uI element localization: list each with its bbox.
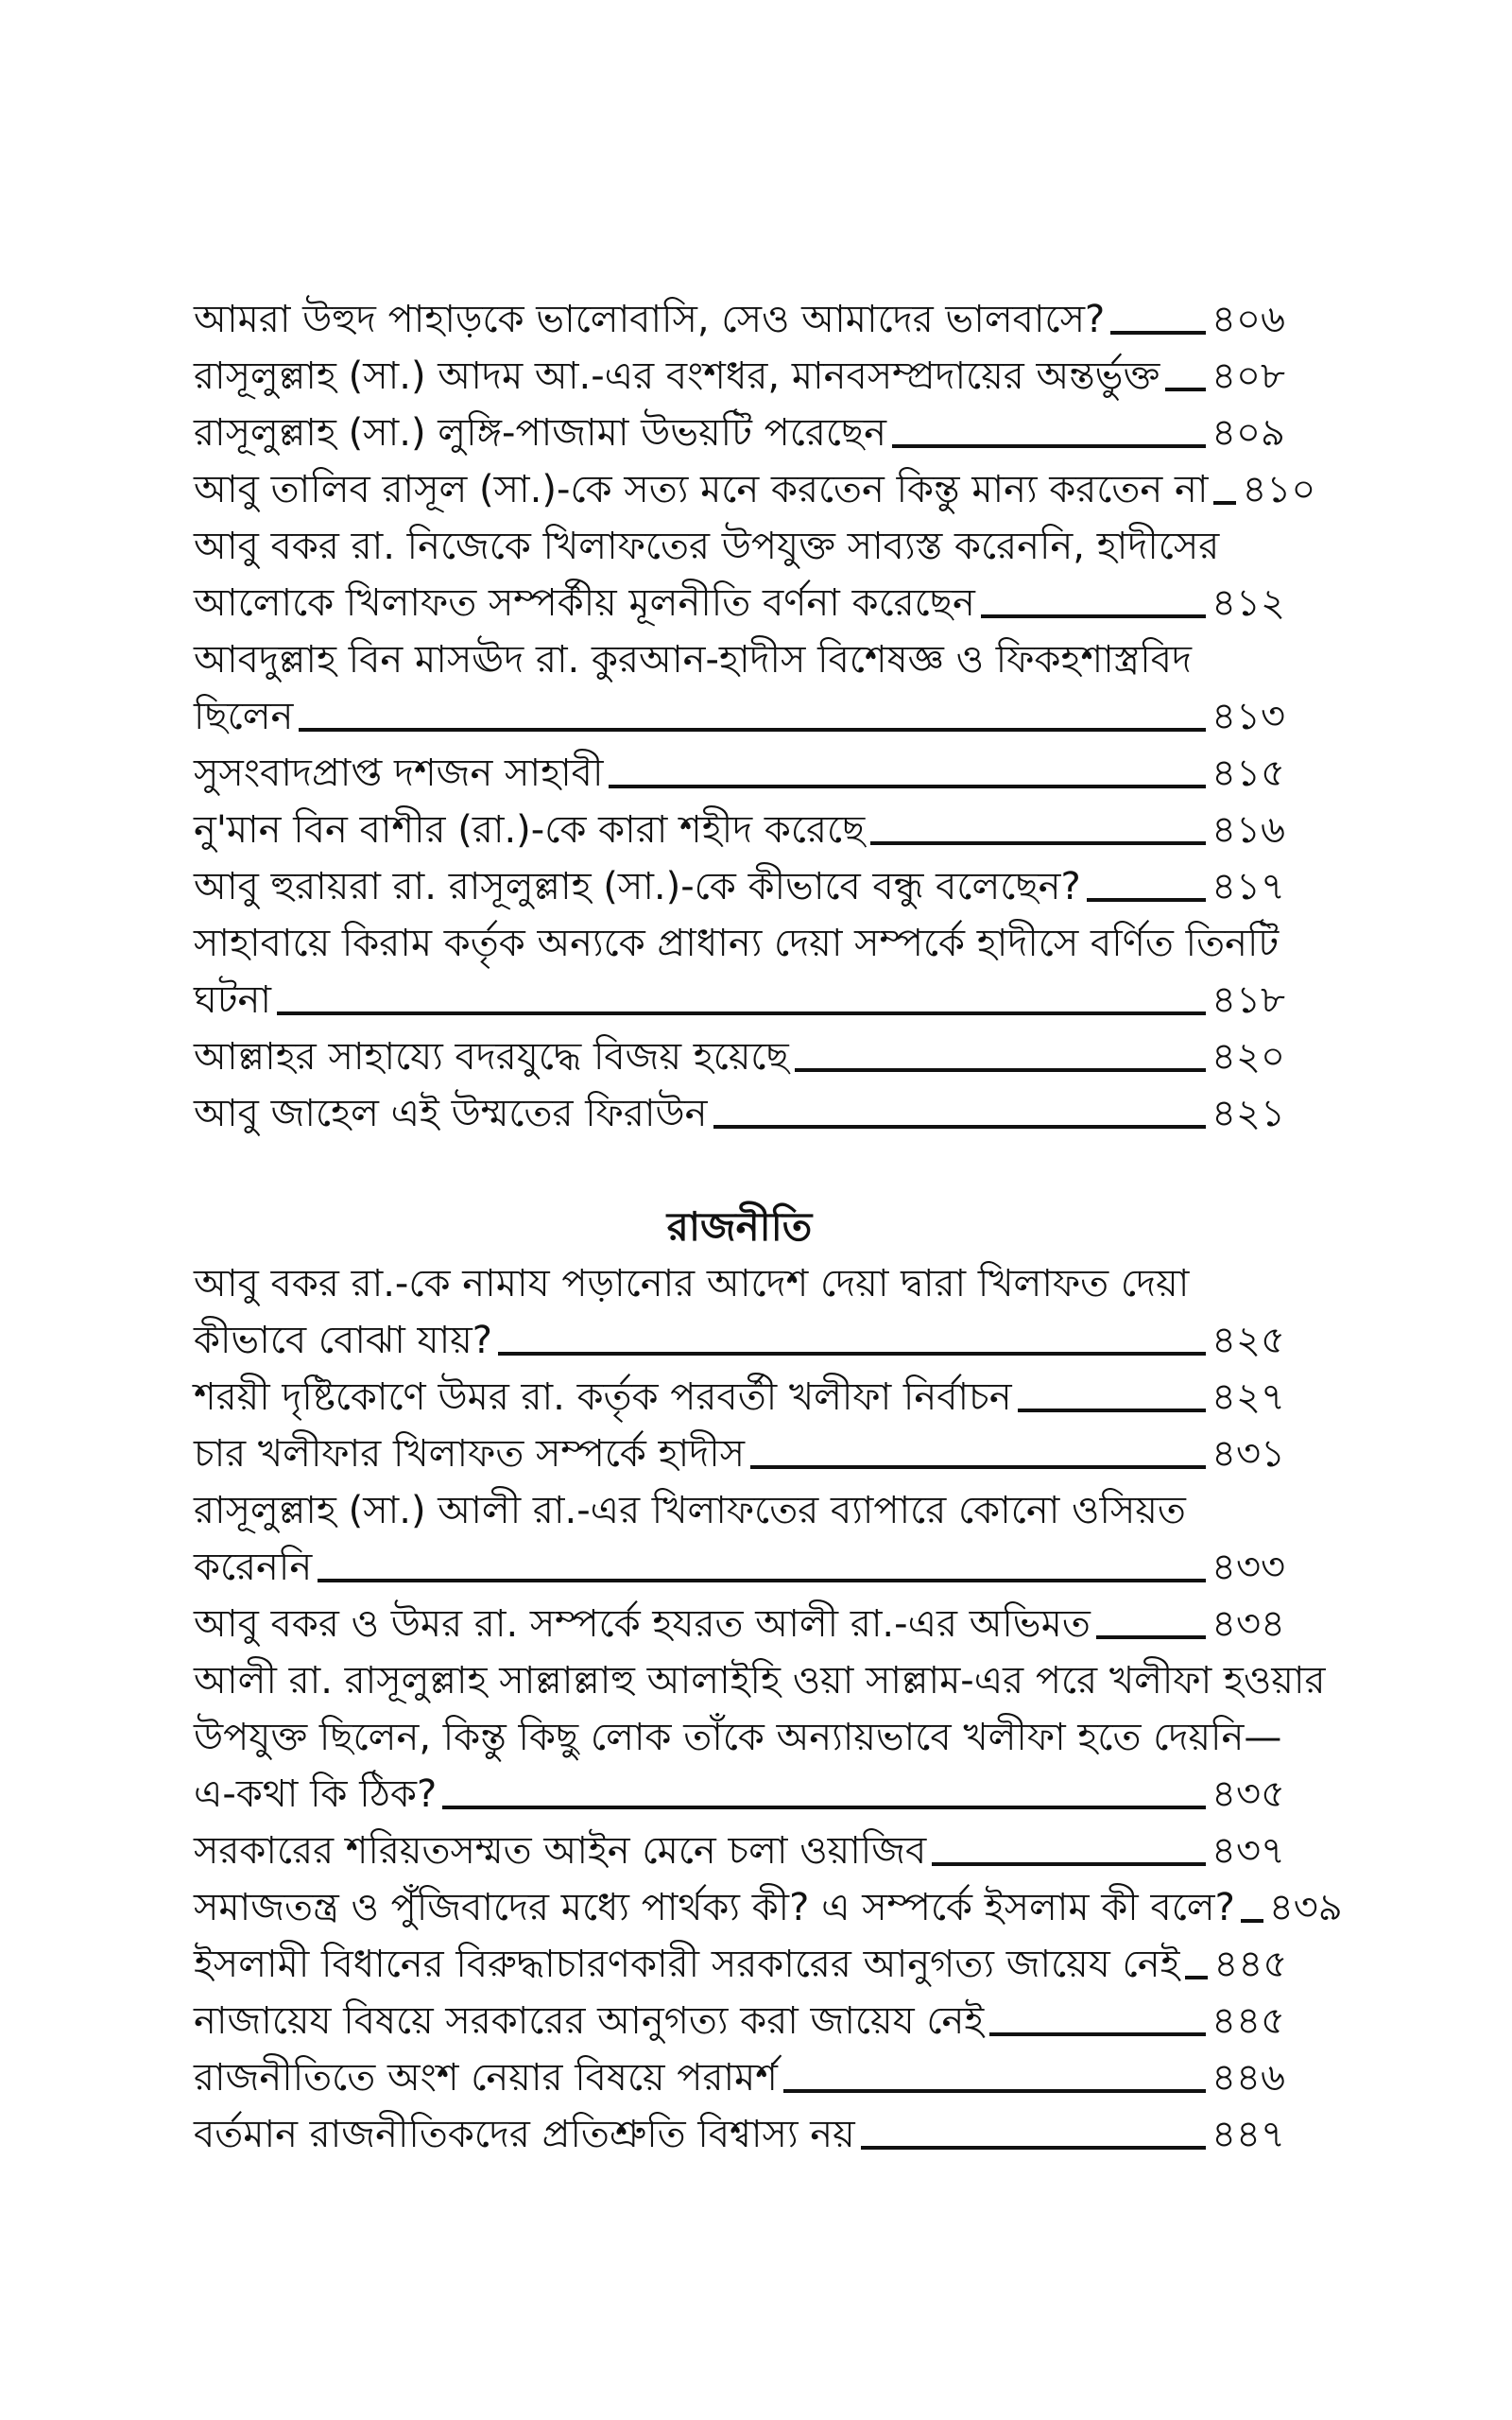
leader-line xyxy=(1087,898,1206,902)
toc-entry-last-line xyxy=(194,1993,1285,2049)
toc-entry-title: আল্লাহর সাহায্যে বদরযুদ্ধে বিজয় হয়েছে xyxy=(194,1035,789,1079)
toc-entry-last-line xyxy=(194,1823,1285,1879)
toc-entry-title: আলোকে খিলাফত সম্পর্কীয় মূলনীতি বর্ণনা করেছেন xyxy=(194,581,975,625)
leader-line xyxy=(318,1579,1206,1582)
toc-entry-title: আবু হুরায়রা রা. রাসূলুল্লাহ (সা.)-কে কীভাবে বন্ধু বলেছেন? xyxy=(194,865,1081,908)
leader-line xyxy=(750,1465,1206,1469)
toc-entry xyxy=(194,518,1285,631)
toc-entry-title: সরকারের শরিয়তসম্মত আইন মেনে চলা ওয়াজিব xyxy=(194,1829,927,1873)
toc-entry xyxy=(194,348,1285,405)
leader-line xyxy=(989,2032,1206,2036)
leader-line xyxy=(1096,1635,1206,1639)
leader-line xyxy=(277,1011,1206,1015)
leader-line xyxy=(609,785,1206,788)
toc-entry xyxy=(194,461,1316,518)
toc-entry xyxy=(194,1482,1285,1596)
toc-entry-title: আবু তালিব রাসূল (সা.)-কে সত্য মনে করতেন কিন্তু মান্য করতেন না xyxy=(194,468,1209,511)
toc-entry xyxy=(194,1028,1285,1085)
page-number: ৪২০ xyxy=(1211,1035,1285,1079)
toc-entry xyxy=(194,2049,1285,2106)
leader-line xyxy=(442,1806,1206,1809)
page-number: ৪১৭ xyxy=(1211,865,1285,908)
leader-line xyxy=(861,2146,1206,2150)
toc-entry-text-line: আবদুল্লাহ বিন মাসঊদ রা. কুরআন-হাদীস বিশেষজ্ঞ ও ফিকহশাস্ত্রবিদ xyxy=(194,638,1192,682)
toc-entry-last-line xyxy=(194,291,1285,348)
toc-entry xyxy=(194,802,1285,858)
page-number: ৪৪৭ xyxy=(1211,2113,1285,2156)
page-number: ৪১৫ xyxy=(1211,752,1285,795)
toc-entry-text-line: আবু বকর রা. নিজেকে খিলাফতের উপযুক্ত সাব্যস্ত করেননি, হাদীসের xyxy=(194,525,1220,568)
toc-entry-title: রাসূলুল্লাহ (সা.) আদম আ.-এর বংশধর, মানবসম্প্রদায়ের অন্তর্ভুক্ত xyxy=(194,354,1160,398)
toc-entry-title: রাসূলুল্লাহ (সা.) লুঙ্গি-পাজামা উভয়টি পরেছেন xyxy=(194,411,887,455)
leader-line xyxy=(981,614,1206,618)
toc-entry xyxy=(194,745,1285,802)
page-number: ৪১৩ xyxy=(1211,695,1285,738)
toc-entry xyxy=(194,2106,1285,2163)
toc-entry xyxy=(194,1879,1343,1936)
toc-entry-title: এ-কথা কি ঠিক? xyxy=(194,1772,438,1816)
toc-entry-last-line xyxy=(194,745,1285,802)
page-number: ৪৩১ xyxy=(1211,1432,1285,1476)
toc-entry-last-line xyxy=(194,461,1316,518)
leader-line xyxy=(1241,1919,1263,1923)
leader-line xyxy=(1213,501,1236,505)
toc-entry-last-line xyxy=(194,1879,1343,1936)
toc-entry-last-line xyxy=(194,1426,1285,1482)
page-number: ৪১৬ xyxy=(1211,808,1285,852)
page-number: ৪৪৫ xyxy=(1213,1943,1288,1986)
toc-section-politics xyxy=(194,1255,1343,2163)
leader-line xyxy=(1018,1409,1206,1412)
page-number: ৪০৯ xyxy=(1211,411,1285,455)
toc-entry xyxy=(194,858,1285,915)
toc-entry-title: শরয়ী দৃষ্টিকোণে উমর রা. কর্তৃক পরবর্তী খলীফা নির্বাচন xyxy=(194,1375,1012,1419)
toc-entry-title: ইসলামী বিধানের বিরুদ্ধাচারণকারী সরকারের আনুগত্য জায়েয নেই xyxy=(194,1943,1180,1986)
page-number: ৪১০ xyxy=(1242,468,1316,511)
toc-entry-last-line xyxy=(194,2106,1285,2163)
section-title-politics: রাজনীতি xyxy=(666,1203,813,1250)
page-number: ৪৩৯ xyxy=(1268,1886,1343,1929)
toc-entry-last-line xyxy=(194,1596,1285,1652)
toc-entry-last-line xyxy=(194,1936,1288,1993)
toc-entry-last-line xyxy=(194,1369,1285,1426)
toc-entry-last-line xyxy=(194,972,1285,1028)
page-number: ৪২৫ xyxy=(1211,1319,1285,1362)
toc-entry-text-line: রাসূলুল্লাহ (সা.) আলী রা.-এর খিলাফতের ব্যাপারে কোনো ওসিয়ত xyxy=(194,1489,1186,1532)
toc-entry xyxy=(194,1426,1285,1482)
toc-entry xyxy=(194,1993,1285,2049)
toc-entry xyxy=(194,291,1285,348)
toc-entry-last-line xyxy=(194,688,1285,745)
leader-line xyxy=(1165,388,1206,391)
toc-entry-last-line xyxy=(194,802,1285,858)
toc-page xyxy=(194,291,1343,2163)
page-number: ৪৪৫ xyxy=(1211,1999,1285,2043)
toc-entry-title: চার খলীফার খিলাফত সম্পর্কে হাদীস xyxy=(194,1432,746,1476)
toc-entry-last-line xyxy=(194,575,1285,631)
page-number: ৪৩৩ xyxy=(1211,1546,1285,1589)
toc-entry xyxy=(194,1369,1285,1426)
toc-entry xyxy=(194,1823,1285,1879)
toc-entry-title: করেননি xyxy=(194,1546,313,1589)
toc-entry xyxy=(194,1596,1285,1652)
leader-line xyxy=(932,1862,1206,1866)
toc-entry-last-line xyxy=(194,858,1285,915)
toc-entry xyxy=(194,405,1285,461)
toc-entry-title: রাজনীতিতে অংশ নেয়ার বিষয়ে পরামর্শ xyxy=(194,2056,778,2100)
leader-line xyxy=(870,841,1206,845)
toc-section-general xyxy=(194,291,1316,1142)
toc-entry-text-line: উপযুক্ত ছিলেন, কিন্তু কিছু লোক তাঁকে অন্যায়ভাবে খলীফা হতে দেয়নি— xyxy=(194,1716,1282,1759)
page-number: ৪৩৭ xyxy=(1211,1829,1285,1873)
toc-entry xyxy=(194,1255,1285,1369)
toc-entry-title: আমরা উহুদ পাহাড়কে ভালোবাসি, সেও আমাদের ভালবাসে? xyxy=(194,298,1106,341)
toc-entry-title: আবু বকর ও উমর রা. সম্পর্কে হযরত আলী রা.-এর অভিমত xyxy=(194,1602,1091,1646)
toc-entry-title: ছিলেন xyxy=(194,695,294,738)
leader-line xyxy=(1110,331,1206,335)
toc-entry-title: আবু জাহেল এই উম্মতের ফিরাউন xyxy=(194,1092,708,1135)
page-number: ৪০৬ xyxy=(1211,298,1285,341)
page-number: ৪১৮ xyxy=(1211,978,1285,1022)
toc-entry-text-line: আবু বকর রা.-কে নামায পড়ানোর আদেশ দেয়া দ্বারা খিলাফত দেয়া xyxy=(194,1262,1190,1305)
toc-entry-title: সুসংবাদপ্রাপ্ত দশজন সাহাবী xyxy=(194,752,604,795)
toc-entry xyxy=(194,631,1285,745)
toc-entry-last-line xyxy=(194,1312,1285,1369)
toc-entry-title: বর্তমান রাজনীতিকদের প্রতিশ্রুতি বিশ্বাস্য নয় xyxy=(194,2113,855,2156)
toc-entry xyxy=(194,1936,1288,1993)
page-number: ৪৪৬ xyxy=(1211,2056,1285,2100)
leader-line xyxy=(713,1125,1207,1129)
leader-line xyxy=(892,444,1206,448)
toc-entry-last-line xyxy=(194,1028,1285,1085)
page-number: ৪৩৪ xyxy=(1211,1602,1285,1646)
page-number: ৪৩৫ xyxy=(1211,1772,1285,1816)
page-number: ৪১২ xyxy=(1211,581,1285,625)
toc-entry-last-line xyxy=(194,348,1285,405)
toc-entry xyxy=(194,1652,1326,1823)
leader-line xyxy=(783,2089,1206,2093)
page-number: ৪২৭ xyxy=(1211,1375,1285,1419)
leader-line xyxy=(795,1068,1206,1072)
toc-entry-title: ঘটনা xyxy=(194,978,271,1022)
toc-entry-title: নাজায়েয বিষয়ে সরকারের আনুগত্য করা জায়েয নেই xyxy=(194,1999,985,2043)
toc-entry-last-line xyxy=(194,1539,1285,1596)
toc-entry-last-line xyxy=(194,1085,1285,1142)
toc-entry-title: নু'মান বিন বাশীর (রা.)-কে কারা শহীদ করেছে xyxy=(194,808,866,852)
leader-line xyxy=(498,1352,1206,1356)
toc-entry-last-line xyxy=(194,405,1285,461)
page-number: ৪২১ xyxy=(1211,1092,1285,1135)
toc-entry-text-line: সাহাবায়ে কিরাম কর্তৃক অন্যকে প্রাধান্য দেয়া সম্পর্কে হাদীসে বর্ণিত তিনটি xyxy=(194,922,1280,965)
leader-line xyxy=(1185,1976,1208,1979)
page-number: ৪০৮ xyxy=(1211,354,1285,398)
toc-entry-last-line xyxy=(194,1766,1285,1823)
toc-entry xyxy=(194,1085,1285,1142)
toc-entry-text-line: আলী রা. রাসূলুল্লাহ সাল্লাল্লাহু আলাইহি ওয়া সাল্লাম-এর পরে খলীফা হওয়ার xyxy=(194,1659,1326,1703)
leader-line xyxy=(299,728,1206,732)
toc-entry-title: কীভাবে বোঝা যায়? xyxy=(194,1319,492,1362)
toc-entry-title: সমাজতন্ত্র ও পুঁজিবাদের মধ্যে পার্থক্য কী? এ সম্পর্কে ইসলাম কী বলে? xyxy=(194,1886,1235,1929)
toc-entry-last-line xyxy=(194,2049,1285,2106)
toc-entry xyxy=(194,915,1285,1028)
